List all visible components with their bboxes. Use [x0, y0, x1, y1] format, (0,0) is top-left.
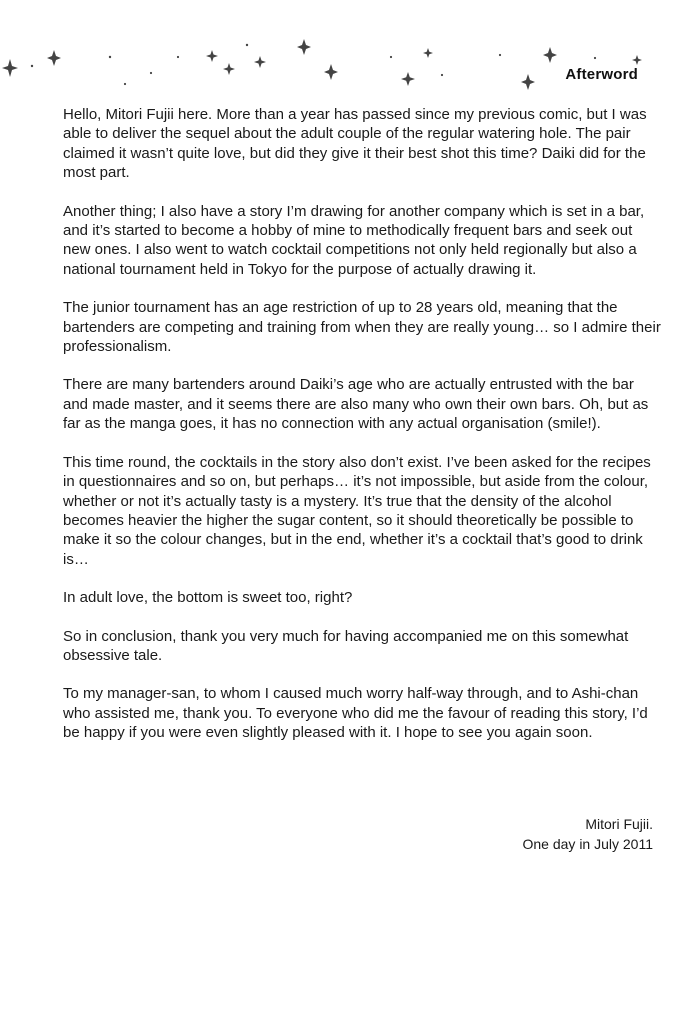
star-dot	[150, 72, 152, 74]
star-dot	[124, 83, 126, 85]
paragraph: There are many bartenders around Daiki’s age who are actually entrusted with the bar and made master, and it seems there are also many who own their own bars. Oh, but as far as the manga goes, it has no connection with any actual organisation (smile!).	[63, 376, 649, 433]
signature-date: One day in July 2011	[522, 835, 653, 852]
paragraph: This time round, the cocktails in the story also don’t exist. I’ve been asked for the recipes in questionnaires and so on, but perhaps… it’s not impossible, but aside from the colour, whether or not it’s actually tasty is a mystery. It’s true that the density of the alcohol becomes heavier the higher the sugar content, so it should theoretically be possible to make it so the colour changes, but in the end, whether it’s a cocktail that’s good to drink is…	[63, 453, 651, 568]
sparkle-star-icon	[543, 47, 557, 63]
page-title: Afterword	[565, 66, 638, 83]
paragraph: So in conclusion, thank you very much for having accompanied me on this somewhat obsessive tale.	[63, 627, 629, 664]
paragraph: Another thing; I also have a story I’m drawing for another company which is set in a bar, and it’s started to become a hobby of mine to methodically frequent bars and seek out new ones. I also went to watch cocktail competitions not only held regionally but also a national tournament held in Tokyo for the purpose of actually drawing it.	[63, 202, 645, 278]
paragraph: The junior tournament has an age restriction of up to 28 years old, meaning that the bartenders are competing and training from when they are really young… so I admire their professionalism.	[63, 299, 661, 356]
star-dot	[594, 57, 596, 59]
sparkle-star-icon	[632, 55, 642, 65]
afterword-body	[63, 105, 661, 762]
star-dot	[177, 56, 179, 58]
sparkle-star-icon	[324, 64, 338, 80]
star-decoration	[0, 0, 700, 100]
sparkle-star-icon	[47, 50, 61, 66]
sparkle-star-icon	[223, 63, 235, 75]
sparkle-star-icon	[401, 72, 415, 86]
sparkle-star-icon	[254, 56, 266, 68]
star-dot	[390, 56, 392, 58]
author-name: Mitori Fujii.	[585, 816, 653, 832]
paragraph: Hello, Mitori Fujii here. More than a year has passed since my previous comic, but I was able to deliver the sequel about the adult couple of the regular watering hole. The pair claimed it wasn’t quite love, but did they give it their best shot this time? Daiki did for the most part.	[63, 106, 647, 182]
sparkle-star-icon	[297, 39, 311, 55]
star-dot	[109, 56, 111, 58]
sparkle-star-icon	[2, 59, 18, 77]
star-dot	[441, 74, 443, 76]
sparkle-star-icon	[521, 74, 535, 90]
sparkle-star-icon	[423, 48, 433, 58]
star-dot	[31, 65, 33, 67]
sparkle-star-icon	[206, 50, 218, 62]
paragraph: To my manager-san, to whom I caused much worry half-way through, and to Ashi-chan who assisted me, thank you. To everyone who did me the favour of reading this story, I’d be happy if you were even slightly pleased with it. I hope to see you again soon.	[63, 685, 648, 742]
star-dot	[246, 44, 248, 46]
star-dot	[499, 54, 501, 56]
signature-block	[523, 815, 654, 854]
paragraph: In adult love, the bottom is sweet too, right?	[63, 589, 353, 607]
